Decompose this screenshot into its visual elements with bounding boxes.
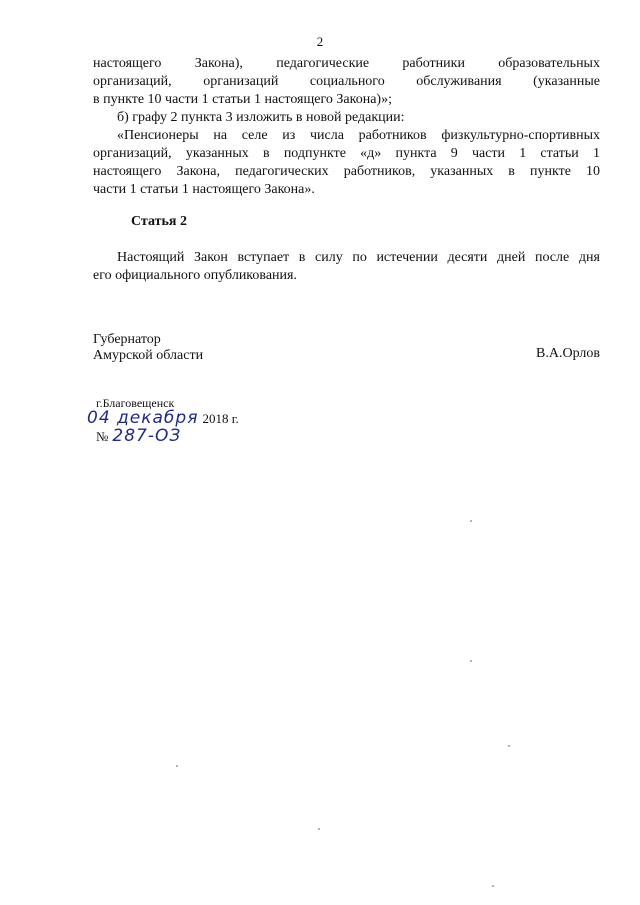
word: указанных	[185, 146, 249, 161]
word: силу	[315, 250, 343, 265]
word: Настоящий	[117, 250, 185, 265]
text-line: его официального опубликования.	[93, 268, 297, 283]
scan-speck	[318, 828, 320, 830]
word: в	[263, 146, 270, 161]
word: обслуживания	[416, 74, 502, 89]
paragraph-b-intro: б) графу 2 пункта 3 изложить в новой редакции:	[117, 110, 405, 125]
scan-speck	[492, 885, 494, 887]
word: части	[471, 146, 506, 161]
word: истечении	[376, 250, 438, 265]
article-heading: Статья 2	[131, 214, 187, 229]
word: указанных	[430, 164, 494, 179]
word: 10	[585, 164, 600, 179]
scan-speck	[508, 745, 510, 747]
word: физкультурно-спортивных	[441, 128, 600, 143]
word: организаций,	[93, 74, 172, 89]
word: образовательных	[498, 56, 600, 71]
word: после	[534, 250, 570, 265]
word: педагогических	[235, 164, 329, 179]
word: вступает	[237, 250, 290, 265]
word: (указанные	[533, 74, 600, 89]
word: Закона,	[176, 164, 221, 179]
word: работников,	[343, 164, 416, 179]
word: 9	[450, 146, 458, 161]
word: дня	[578, 250, 600, 265]
text-line	[93, 145, 600, 163]
signatory-name: В.А.Орлов	[536, 346, 600, 361]
text-line	[93, 55, 600, 73]
word: из	[282, 128, 296, 143]
signatory-title-line: Губернатор	[93, 332, 161, 347]
text-line	[93, 127, 600, 145]
word: дней	[497, 250, 526, 265]
word: педагогические	[276, 56, 370, 71]
law-number	[96, 426, 181, 446]
word: настоящего	[93, 164, 162, 179]
word: организаций	[203, 74, 279, 89]
word: селе	[241, 128, 268, 143]
word: десяти	[447, 250, 488, 265]
place-of-signing: г.Благовещенск	[96, 396, 175, 410]
word: «Пенсионеры	[117, 128, 199, 143]
amendment-text	[93, 55, 600, 199]
number-sign: №	[96, 429, 109, 444]
word: «д»	[360, 146, 382, 161]
word: в	[508, 164, 515, 179]
page-number: 2	[316, 34, 324, 49]
signatory-title	[93, 332, 203, 364]
word: по	[352, 250, 367, 265]
word: 1	[519, 146, 527, 161]
article-2-text	[93, 249, 600, 285]
handwritten-number: 287-ОЗ	[112, 426, 182, 446]
scan-speck	[470, 520, 472, 522]
word: подпункте	[283, 146, 346, 161]
text-line	[93, 163, 600, 181]
word: работников	[358, 128, 427, 143]
word: пункте	[529, 164, 571, 179]
text-line: части 1 статьи 1 настоящего Закона».	[93, 182, 315, 197]
text-line: в пункте 10 части 1 статьи 1 настоящего Закона)»;	[93, 92, 392, 107]
word: социального	[309, 74, 385, 89]
word: Закон	[194, 250, 228, 265]
word: работники	[402, 56, 465, 71]
signatory-title-line: Амурской области	[93, 348, 204, 363]
word: статьи	[540, 146, 579, 161]
word: в	[298, 250, 306, 265]
scan-speck	[176, 765, 178, 767]
text-line	[93, 249, 600, 267]
word: числа	[310, 128, 344, 143]
word: настоящего	[93, 56, 162, 71]
scan-speck	[470, 660, 472, 662]
signing-date	[87, 408, 239, 428]
word: Закона),	[194, 56, 243, 71]
word: организаций,	[93, 146, 172, 161]
word: на	[213, 128, 228, 143]
text-line	[93, 73, 600, 91]
year: 2018 г.	[202, 411, 239, 426]
word: 1	[592, 146, 600, 161]
handwritten-date: 04 декабря	[87, 408, 199, 428]
word: пункта	[395, 146, 437, 161]
